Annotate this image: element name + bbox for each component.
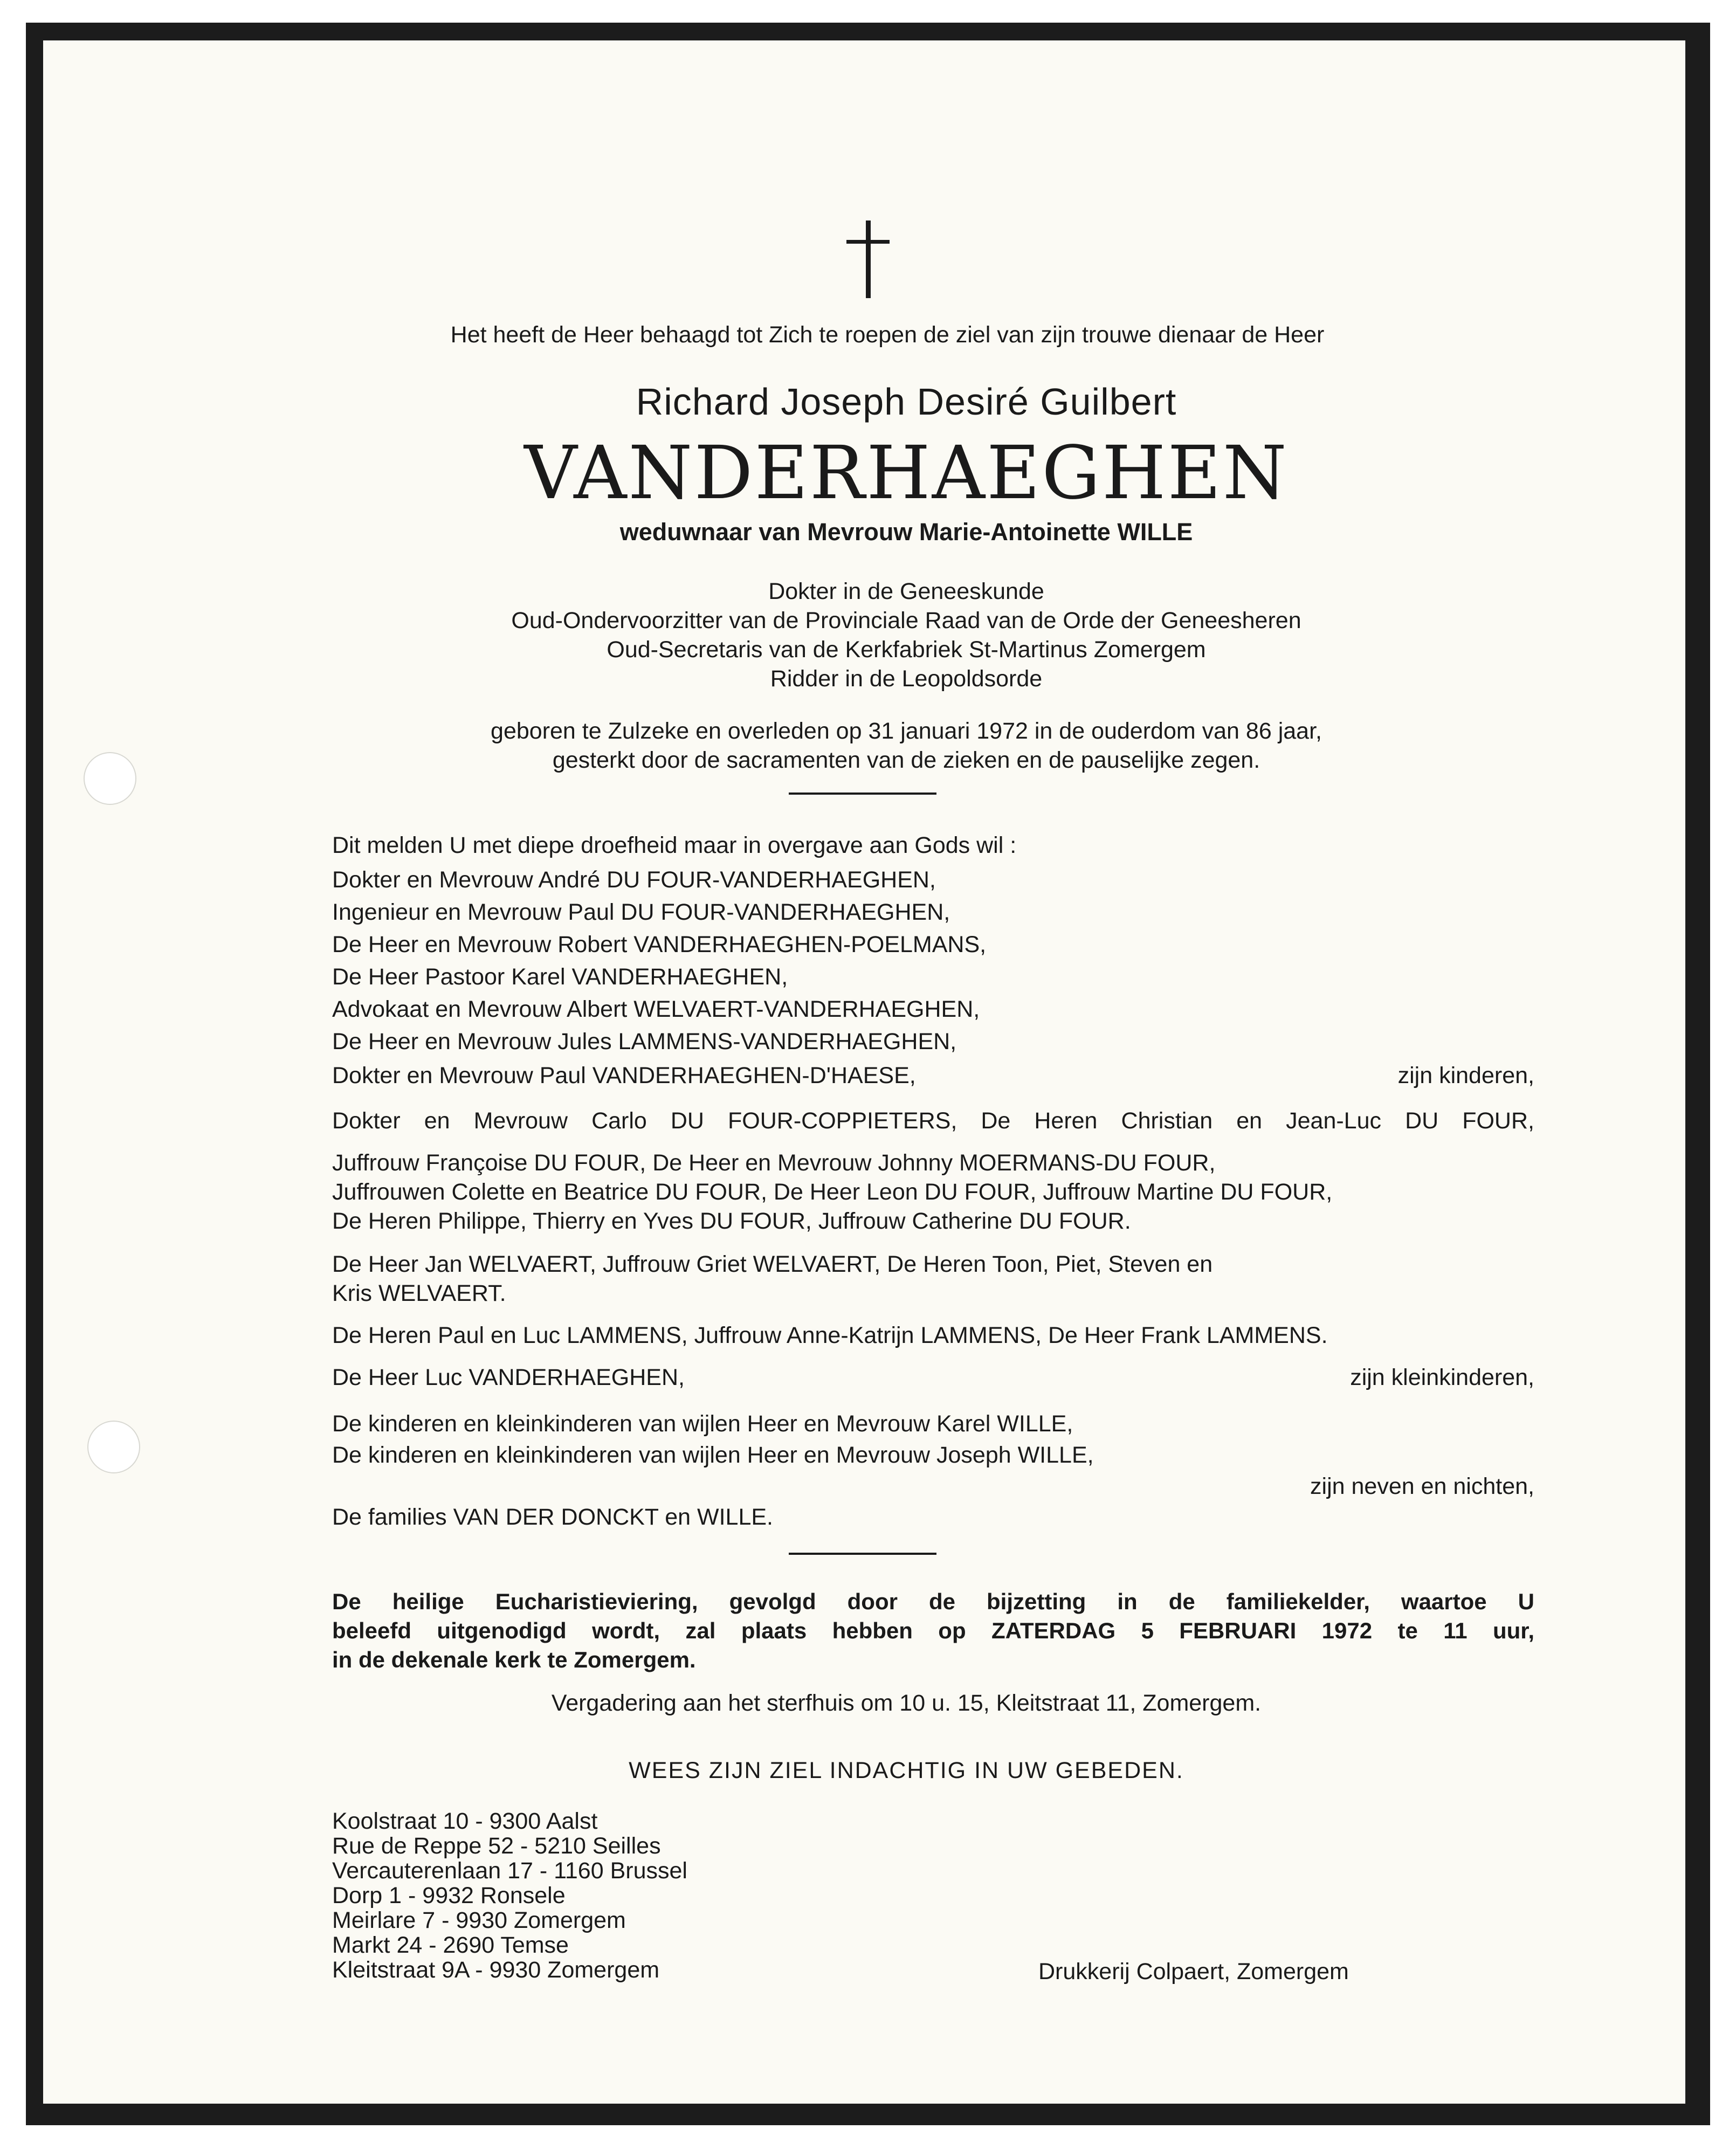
printer-credit: Drukkerij Colpaert, Zomergem [1038, 1959, 1349, 1984]
title-line: Dokter in de Geneeskunde [768, 578, 1044, 604]
mass-line: in de dekenale kerk te Zomergem. [332, 1647, 696, 1672]
grandchildren-du-four-line: Juffrouw Françoise DU FOUR, De Heer en Mevrouw Johnny MOERMANS-DU FOUR, [332, 1150, 1216, 1176]
first-names: Richard Joseph Desiré Guilbert [636, 381, 1177, 423]
divider-1 [789, 793, 936, 795]
nephews-line: De kinderen en kleinkinderen van wijlen Heer en Mevrouw Joseph WILLE, [332, 1442, 1094, 1468]
mass-line: De heilige Eucharistieviering, gevolgd door de bijzetting in de familiekelder, waartoe U [332, 1589, 1534, 1614]
child-entry: De Heer en Mevrouw Jules LAMMENS-VANDERHAEGHEN, [332, 1029, 957, 1055]
grandchildren-du-four-line: Dokter en Mevrouw Carlo DU FOUR-COPPIETERS, De Heren Christian en Jean-Luc DU FOUR, [332, 1108, 1534, 1134]
child-entry: Advokaat en Mevrouw Albert WELVAERT-VANDERHAEGHEN, [332, 996, 980, 1022]
title-line: Oud-Secretaris van de Kerkfabriek St-Martinus Zomergem [607, 637, 1206, 663]
grandchildren-welvaert-line: Kris WELVAERT. [332, 1280, 506, 1306]
address-line: Rue de Reppe 52 - 5210 Seilles [332, 1833, 661, 1859]
address-line: Dorp 1 - 9932 Ronsele [332, 1883, 566, 1908]
nephews-relation: zijn neven en nichten, [1310, 1473, 1534, 1499]
title-line: Oud-Ondervoorzitter van de Provinciale Raad van de Orde der Geneesheren [511, 608, 1301, 633]
sacraments-line: gesterkt door de sacramenten van de zieken en de pauselijke zegen. [552, 747, 1260, 773]
address-line: Vercauterenlaan 17 - 1160 Brussel [332, 1858, 687, 1884]
address-line: Koolstraat 10 - 9300 Aalst [332, 1808, 598, 1834]
child-entry: Dokter en Mevrouw Paul VANDERHAEGHEN-D'HAESE, zijn kinderen, [332, 1061, 1534, 1091]
children-relation: zijn kinderen, [1397, 1063, 1534, 1088]
punch-hole-top [84, 752, 136, 805]
title-line: Ridder in de Leopoldsorde [770, 666, 1043, 692]
grandchildren-vanderhaeghen-line: De Heer Luc VANDERHAEGHEN, zijn kleinkinderen, [332, 1363, 1534, 1393]
grandchildren-relation: zijn kleinkinderen, [1350, 1365, 1534, 1390]
card-paper [43, 40, 1685, 2104]
punch-hole-bottom [87, 1421, 140, 1473]
widower-line: weduwnaar van Mevrouw Marie-Antoinette WILLE [619, 518, 1193, 546]
child-entry: Dokter en Mevrouw André DU FOUR-VANDERHAEGHEN, [332, 867, 936, 893]
birth-death-line: geboren te Zulzeke en overleden op 31 januari 1972 in de ouderdom van 86 jaar, [491, 718, 1322, 744]
grandchildren-welvaert-line: De Heer Jan WELVAERT, Juffrouw Griet WELVAERT, De Heren Toon, Piet, Steven en [332, 1251, 1213, 1277]
families-line: De families VAN DER DONCKT en WILLE. [332, 1504, 774, 1530]
meeting-line: Vergadering aan het sterfhuis om 10 u. 15, Kleitstraat 11, Zomergem. [551, 1690, 1262, 1716]
surname: VANDERHAEGHEN [524, 431, 1289, 516]
intro-line: Het heeft de Heer behaagd tot Zich te roepen de ziel van zijn trouwe dienaar de Heer [450, 322, 1325, 348]
nephews-relation-row [332, 1472, 1534, 1501]
grandchildren-lammens-line: De Heren Paul en Luc LAMMENS, Juffrouw Anne-Katrijn LAMMENS, De Heer Frank LAMMENS. [332, 1322, 1328, 1348]
child-entry: Ingenieur en Mevrouw Paul DU FOUR-VANDERHAEGHEN, [332, 899, 950, 925]
address-line: Meirlare 7 - 9930 Zomergem [332, 1907, 626, 1933]
cross-icon [846, 220, 890, 298]
address-line: Kleitstraat 9A - 9930 Zomergem [332, 1957, 660, 1983]
announce-line: Dit melden U met diepe droefheid maar in overgave aan Gods wil : [332, 832, 1017, 858]
divider-2 [789, 1553, 936, 1555]
mass-line: beleefd uitgenodigd wordt, zal plaats hebben op ZATERDAG 5 FEBRUARI 1972 te 11 uur, [332, 1618, 1534, 1643]
grandchildren-du-four-line: Juffrouwen Colette en Beatrice DU FOUR, De Heer Leon DU FOUR, Juffrouw Martine DU FOUR, [332, 1179, 1333, 1205]
nephews-line: De kinderen en kleinkinderen van wijlen Heer en Mevrouw Karel WILLE, [332, 1411, 1073, 1437]
address-line: Markt 24 - 2690 Temse [332, 1932, 569, 1958]
child-entry: De Heer en Mevrouw Robert VANDERHAEGHEN-POELMANS, [332, 932, 987, 957]
child-entry: De Heer Pastoor Karel VANDERHAEGHEN, [332, 964, 788, 990]
grandchildren-du-four-line: De Heren Philippe, Thierry en Yves DU FOUR, Juffrouw Catherine DU FOUR. [332, 1208, 1131, 1234]
prayer-line: WEES ZIJN ZIEL INDACHTIG IN UW GEBEDEN. [629, 1758, 1184, 1783]
